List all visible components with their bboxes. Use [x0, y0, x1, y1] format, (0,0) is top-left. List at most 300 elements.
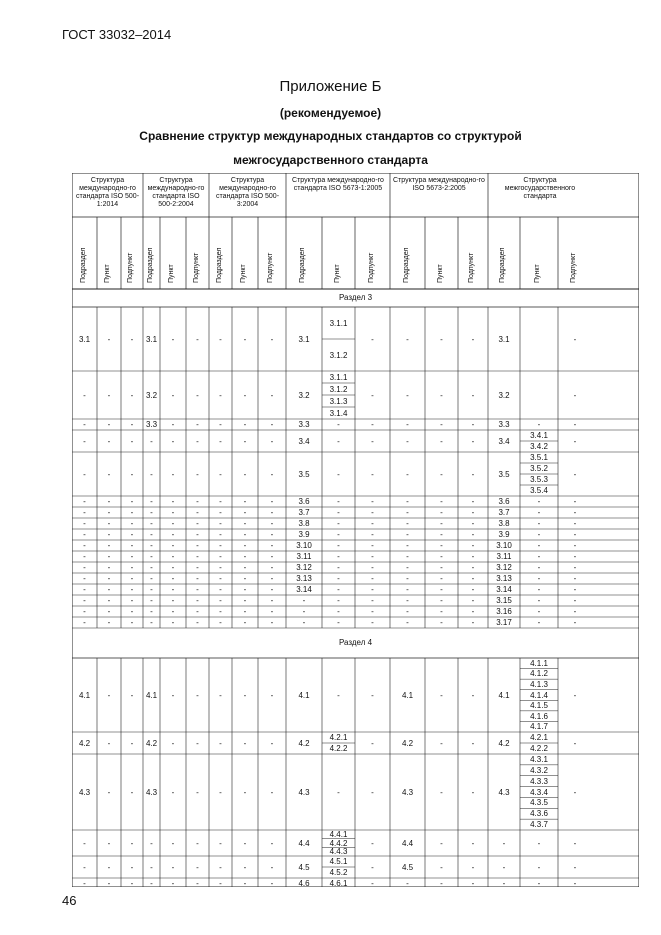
table-cell: - [196, 530, 199, 539]
table-cell: - [219, 862, 222, 872]
table-cell: - [107, 334, 111, 344]
table-cell: - [471, 878, 475, 888]
table-cell: 4.3 [78, 787, 91, 797]
table-cell: 3.15 [496, 596, 512, 605]
table-cell: - [371, 436, 374, 446]
table-cell: - [243, 334, 247, 344]
table-cell: - [337, 436, 340, 446]
table-cell: - [371, 390, 374, 400]
table-cell: - [270, 596, 274, 605]
table-cell: - [573, 563, 577, 572]
table-cell: - [440, 738, 443, 748]
table-cell: 4.2 [145, 738, 158, 748]
table-cell: - [440, 541, 443, 550]
table-cell: 4.1 [78, 690, 91, 700]
table-cell: 4.3 [401, 787, 414, 797]
table-cell: - [337, 618, 340, 627]
table-cell: - [196, 618, 199, 627]
table-cell: 3.2 [145, 390, 158, 400]
table-cell: - [107, 862, 111, 872]
table-cell: - [371, 607, 374, 616]
table-subcell: 4.1.1 [530, 658, 548, 668]
table-cell: - [471, 508, 475, 517]
table-cell: - [573, 574, 577, 583]
table-cell: 3.14 [296, 585, 312, 594]
table-cell: - [243, 436, 247, 446]
table-cell: - [130, 497, 134, 506]
column-subheader: Пункт [333, 264, 341, 283]
table-cell: - [196, 420, 199, 429]
table-cell: - [371, 690, 374, 700]
table-cell: 4.1 [401, 690, 414, 700]
table-cell: - [537, 618, 541, 627]
table-cell: - [130, 618, 134, 627]
table-cell: - [406, 563, 409, 572]
table-cell: 4.2 [498, 738, 510, 748]
table-cell: - [130, 596, 134, 605]
table-cell: - [406, 519, 409, 528]
table-cell: - [243, 607, 247, 616]
table-cell: - [83, 552, 86, 561]
table-cell: - [196, 862, 199, 872]
table-cell: 4.1 [298, 690, 310, 700]
table-cell: - [371, 878, 374, 888]
table-cell: - [83, 607, 86, 616]
table-cell: - [471, 552, 475, 561]
table-cell: - [371, 563, 374, 572]
group-header: Структура международно-го ISO 5673-2:2005 [393, 177, 485, 192]
table-cell: 3.6 [298, 497, 310, 506]
table-cell: - [270, 497, 274, 506]
table-cell: - [196, 563, 199, 572]
table-cell: - [573, 530, 577, 539]
table-cell: - [243, 574, 247, 583]
table-cell: 4.3 [298, 787, 310, 797]
table-cell: - [337, 690, 340, 700]
table-cell: - [440, 436, 443, 446]
table-cell: - [107, 787, 111, 797]
table-cell: - [171, 519, 175, 528]
table-cell: - [270, 436, 274, 446]
table-cell: 4.4 [298, 838, 310, 848]
table-cell: - [243, 618, 247, 627]
table-cell: - [270, 530, 274, 539]
table-cell: - [537, 530, 541, 539]
table-cell: - [537, 596, 541, 605]
table-cell: 3.13 [296, 574, 312, 583]
table-cell: - [371, 738, 374, 748]
table-cell: - [107, 585, 111, 594]
table-cell: - [83, 530, 86, 539]
table-cell: - [83, 508, 86, 517]
column-subheader: Подраздел [299, 247, 306, 283]
table-cell: - [406, 574, 409, 583]
table-title-line2: межгосударственного стандарта [233, 153, 428, 167]
group-header: Структура международно-го стандарта ISO 500-3:2004 [215, 177, 280, 208]
column-subheader: Подпункт [192, 252, 200, 283]
table-cell: - [502, 878, 506, 888]
table-cell: - [537, 508, 541, 517]
table-cell: - [107, 436, 111, 446]
column-subheader: Подпункт [367, 252, 375, 283]
table-cell: - [196, 541, 199, 550]
table-cell: - [219, 738, 222, 748]
section-3-label: Раздел 3 [338, 293, 373, 302]
table-cell: - [371, 596, 374, 605]
table-cell: - [537, 552, 541, 561]
table-cell: 4.1 [145, 690, 158, 700]
table-cell: - [150, 838, 153, 848]
table-cell: - [243, 878, 247, 888]
table-cell: - [440, 469, 443, 479]
table-cell: 3.3 [145, 420, 158, 429]
table-cell: - [130, 574, 134, 583]
table-cell: - [371, 530, 374, 539]
table-cell: - [471, 787, 475, 797]
table-cell: - [219, 585, 222, 594]
table-cell: - [337, 469, 340, 479]
table-cell: - [243, 838, 247, 848]
table-cell: - [130, 469, 134, 479]
table-cell: - [471, 541, 475, 550]
table-cell: - [337, 574, 340, 583]
table-cell: - [371, 787, 374, 797]
table-cell: - [270, 563, 274, 572]
table-cell: - [130, 838, 134, 848]
table-cell: - [371, 838, 374, 848]
table-cell: - [219, 878, 222, 888]
table-cell: 4.3 [498, 787, 510, 797]
column-subheader: Подпункт [570, 252, 577, 283]
table-cell: 3.9 [298, 530, 310, 539]
table-cell: - [219, 420, 222, 429]
table-cell: - [573, 690, 577, 700]
table-subcell: 4.1.6 [530, 711, 548, 721]
table-cell: - [83, 618, 86, 627]
table-subcell: 4.4.2 [329, 838, 348, 848]
table-cell: - [150, 574, 153, 583]
table-cell: - [107, 838, 111, 848]
table-cell: 3.11 [296, 552, 312, 561]
table-cell: - [471, 563, 475, 572]
table-cell: - [171, 862, 175, 872]
table-cell: 3.3 [498, 420, 510, 429]
column-subheader: Подраздел [215, 247, 223, 283]
section-4-label: Раздел 4 [338, 638, 373, 647]
table-cell: - [471, 574, 475, 583]
table-subcell: 4.3.1 [530, 754, 548, 764]
table-cell: 3.6 [498, 497, 510, 506]
table-cell: - [130, 508, 134, 517]
table-cell: 3.17 [496, 618, 512, 627]
table-cell: - [371, 585, 374, 594]
table-cell: - [406, 497, 409, 506]
table-cell: - [196, 334, 199, 344]
table-cell: - [406, 420, 409, 429]
table-cell: 3.10 [496, 541, 512, 550]
table-cell: - [440, 508, 443, 517]
table-subcell: 3.1.3 [329, 396, 348, 406]
table-cell: - [537, 420, 541, 429]
table-cell: - [270, 878, 274, 888]
table-subcell: 4.5.2 [329, 868, 348, 877]
table-cell: - [243, 390, 247, 400]
table-cell: - [219, 574, 222, 583]
table-cell: - [440, 519, 443, 528]
column-subheader: Подпункт [127, 252, 134, 283]
table-cell: - [270, 519, 274, 528]
table-subcell: 4.1.5 [530, 701, 548, 711]
table-cell: - [371, 862, 374, 872]
table-cell: 3.4 [298, 436, 310, 446]
table-cell: - [471, 596, 475, 605]
table-cell: - [196, 607, 199, 616]
table-cell: 4.5 [401, 862, 414, 872]
table-subcell: 4.2.1 [329, 733, 348, 742]
table-cell: - [83, 585, 86, 594]
table-cell: - [371, 552, 374, 561]
table-cell: - [150, 596, 153, 605]
table-cell: - [243, 585, 247, 594]
table-cell: - [171, 690, 175, 700]
table-cell: - [406, 390, 409, 400]
table-cell: - [406, 469, 409, 479]
table-subcell: 4.2.2 [530, 744, 548, 753]
table-cell: - [471, 838, 475, 848]
table-cell: - [406, 878, 409, 888]
table-cell: - [573, 497, 577, 506]
table-cell: - [337, 420, 340, 429]
table-cell: - [171, 585, 175, 594]
table-cell: - [573, 436, 577, 446]
table-cell: - [302, 596, 306, 605]
table-cell: - [440, 878, 443, 888]
column-subheader: Пункт [534, 264, 541, 283]
table-cell: - [270, 508, 274, 517]
table-cell: - [471, 862, 475, 872]
table-subcell: 3.1.1 [329, 318, 348, 328]
table-cell: - [243, 420, 247, 429]
table-cell: - [219, 838, 222, 848]
table-cell: - [371, 541, 374, 550]
table-cell: - [130, 862, 134, 872]
table-cell: 4.6 [298, 878, 310, 888]
table-subcell: 4.4.3 [329, 847, 348, 857]
table-subcell: 4.4.1 [329, 829, 348, 839]
table-cell: 4.3 [145, 787, 158, 797]
table-cell: - [150, 585, 153, 594]
table-cell: 3.12 [496, 563, 512, 572]
table-cell: - [440, 787, 443, 797]
table-cell: - [243, 530, 247, 539]
table-cell: - [83, 574, 86, 583]
table-cell: - [573, 519, 577, 528]
table-cell: - [371, 618, 374, 627]
table-cell: - [243, 690, 247, 700]
table-subcell: 3.5.2 [530, 464, 548, 473]
column-subheader: Пункт [436, 264, 444, 283]
table-cell: - [406, 334, 409, 344]
table-cell: - [83, 469, 86, 479]
table-cell: - [130, 552, 134, 561]
table-cell: - [83, 519, 86, 528]
table-cell: - [573, 607, 577, 616]
table-cell: - [502, 862, 506, 872]
table-cell: 3.4 [498, 436, 510, 446]
table-cell: - [150, 497, 153, 506]
table-cell: 4.4 [401, 838, 414, 848]
table-cell: - [107, 738, 111, 748]
table-cell: - [406, 552, 409, 561]
table-cell: 3.7 [498, 508, 510, 517]
table-cell: - [537, 607, 541, 616]
group-header: Структура международно-го стандарта ISO 500-2:2004 [147, 177, 205, 208]
table-cell: - [371, 574, 374, 583]
table-subcell: 4.3.3 [530, 776, 548, 786]
table-cell: - [219, 787, 222, 797]
table-cell: - [107, 618, 111, 627]
table-cell: - [243, 563, 247, 572]
table-cell: - [337, 787, 340, 797]
table-cell: - [270, 690, 274, 700]
table-cell: - [150, 519, 153, 528]
table-cell: - [219, 530, 222, 539]
table-cell: 4.1 [498, 690, 510, 700]
table-cell: - [573, 508, 577, 517]
table-cell: 3.1 [498, 334, 510, 344]
table-cell: - [219, 690, 222, 700]
table-cell: - [107, 607, 111, 616]
table-cell: - [243, 508, 247, 517]
table-cell: - [219, 541, 222, 550]
table-subcell: 4.3.4 [530, 787, 548, 797]
table-cell: - [337, 508, 340, 517]
table-cell: - [171, 738, 175, 748]
table-cell: - [270, 838, 274, 848]
group-header: Структура международно-го стандарта ISO 5673-1:2005 [292, 177, 384, 192]
table-subcell: 3.5.4 [530, 486, 548, 495]
table-cell: - [440, 420, 443, 429]
table-cell: - [243, 469, 247, 479]
table-cell: - [471, 519, 475, 528]
table-cell: - [471, 420, 475, 429]
table-cell: - [171, 878, 175, 888]
table-subcell: 4.3.7 [530, 820, 548, 830]
table-cell: - [171, 508, 175, 517]
table-cell: - [107, 878, 111, 888]
table-cell: - [130, 738, 134, 748]
table-cell: 3.9 [498, 530, 510, 539]
table-cell: - [150, 508, 153, 517]
table-cell: - [573, 334, 577, 344]
table-cell: - [440, 497, 443, 506]
table-cell: - [337, 530, 340, 539]
table-subcell: 3.4.2 [530, 442, 548, 451]
table-cell: - [337, 519, 340, 528]
table-cell: - [406, 618, 409, 627]
table-cell: - [371, 497, 374, 506]
table-cell: - [107, 574, 111, 583]
table-cell: - [537, 585, 541, 594]
table-cell: - [171, 334, 175, 344]
table-cell: - [196, 436, 199, 446]
table-cell: - [243, 738, 247, 748]
table-cell: - [471, 497, 475, 506]
table-cell: - [107, 420, 111, 429]
table-cell: - [270, 574, 274, 583]
table-subcell: 4.2.2 [329, 744, 348, 753]
table-cell: - [537, 541, 541, 550]
table-cell: - [573, 838, 577, 848]
table-cell: - [440, 618, 443, 627]
table-cell: - [537, 519, 541, 528]
table-cell: - [107, 596, 111, 605]
table-subcell: 3.4.1 [530, 431, 548, 440]
table-cell: - [270, 541, 274, 550]
table-cell: - [171, 607, 175, 616]
table-cell: 3.8 [298, 519, 310, 528]
table-cell: - [371, 519, 374, 528]
table-cell: - [83, 862, 86, 872]
table-cell: - [471, 436, 475, 446]
table-cell: - [537, 878, 541, 888]
table-subcell: 4.1.3 [530, 679, 548, 689]
table-cell: - [270, 552, 274, 561]
table-cell: - [270, 420, 274, 429]
column-subheader: Подпункт [468, 252, 475, 283]
column-subheader: Подпункт [267, 252, 274, 283]
table-cell: - [196, 596, 199, 605]
table-cell: - [196, 574, 199, 583]
table-cell: - [107, 541, 111, 550]
table-subcell: 3.5.3 [530, 475, 548, 484]
table-cell: 3.5 [498, 469, 510, 479]
table-cell: - [573, 787, 577, 797]
table-cell: - [471, 469, 475, 479]
table-cell: - [130, 334, 134, 344]
table-cell: - [196, 585, 199, 594]
table-cell: - [337, 497, 340, 506]
table-cell: - [471, 607, 475, 616]
table-cell: - [406, 607, 409, 616]
table-cell: - [440, 596, 443, 605]
table-cell: - [196, 838, 199, 848]
table-cell: - [83, 878, 86, 888]
table-cell: - [502, 838, 506, 848]
table-cell: - [150, 563, 153, 572]
table-cell: - [150, 607, 153, 616]
table-cell: - [471, 690, 475, 700]
document-id: ГОСТ 33032–2014 [62, 27, 172, 42]
table-cell: - [440, 607, 443, 616]
table-subcell: 4.1.2 [530, 669, 548, 679]
table-cell: - [573, 390, 577, 400]
table-cell: - [150, 878, 153, 888]
table-cell: - [171, 574, 175, 583]
table-cell: - [440, 690, 443, 700]
table-cell: - [337, 563, 340, 572]
table-cell: 4.2 [78, 738, 91, 748]
table-cell: - [130, 585, 134, 594]
table-cell: 3.2 [298, 390, 310, 400]
column-subheader: Подраздел [499, 247, 506, 283]
table-cell: 4.6.1 [329, 878, 348, 888]
table-cell: - [83, 436, 86, 446]
table-cell: - [270, 862, 274, 872]
column-subheader: Подраздел [402, 247, 410, 283]
group-header: Структура международно-го стандарта ISO 500-1:2014 [75, 177, 140, 208]
table-cell: - [171, 541, 175, 550]
